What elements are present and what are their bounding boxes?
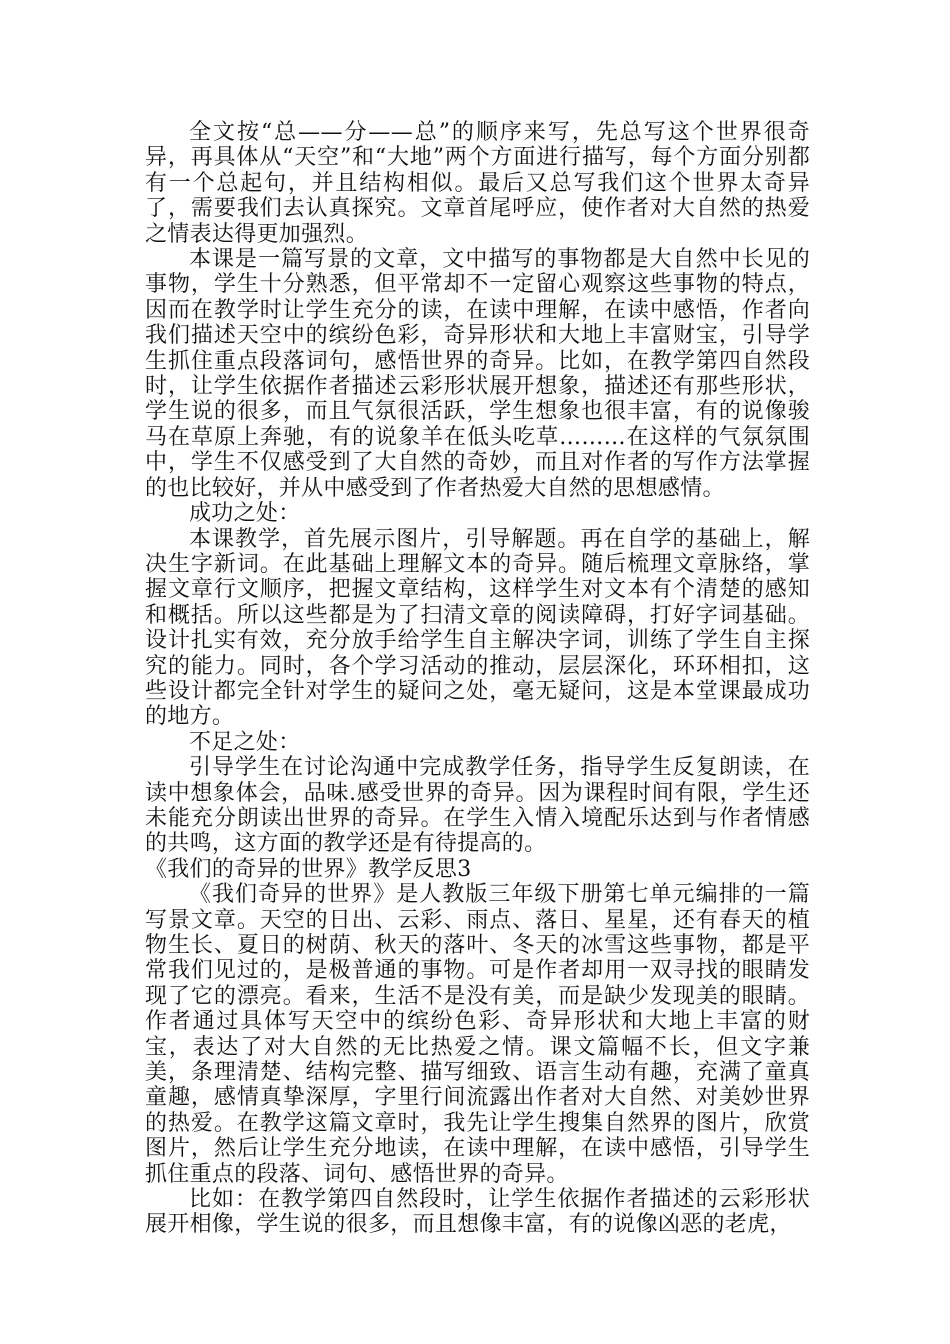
paragraph-lesson-description: 本课是一篇写景的文章，文中描写的事物都是大自然中长见的事物，学生十分熟悉，但平常却不一定留心观察这些事物的特点，因而在教学时让学生充分的读，在读中理解，在读中感悟，作者向我们描述天空中的缤纷色彩，奇异形状和大地上丰富财宝，引导学生抓住重点段落词句，感悟世界的奇异。比如，在教学第四自然段时，让学生依据作者描述云彩形状展开想象，描述还有那些形状，学生说的很多，而且气氛很活跃，学生想象也很丰富，有的说像骏马在草原上奔驰，有的说象羊在低头吃草………在这样的气氛氛围中，学生不仅感受到了大自然的奇妙，而且对作者的写作方法掌握的也比较好，并从中感受到了作者热爱大自然的思想感情。: [145, 247, 810, 501]
paragraph-structure-summary: 全文按“总——分——总”的顺序来写，先总写这个世界很奇异，再具体从“天空”和“大地”两个方面进行描写，每个方面分别都有一个总起句，并且结构相似。最后又总写我们这个世界太奇异了，需要我们去认真探究。文章首尾呼应，使作者对大自然的热爱之情表达得更加强烈。: [145, 120, 810, 247]
section-title-reflection-3: 《我们的奇异的世界》教学反思3: [145, 856, 472, 882]
document-page: [145, 120, 810, 1238]
paragraph-shortcomings: 引导学生在讨论沟通中完成教学任务，指导学生反复朗读，在读中想象体会，品味.感受世界的奇异。因为课程时间有限，学生还未能充分朗读出世界的奇异。在学生入情入境配乐达到与作者情感的共鸣，这方面的教学还是有待提高的。: [145, 755, 810, 857]
paragraph-reflection-3-intro: 《我们奇异的世界》是人教版三年级下册第七单元编排的一篇写景文章。天空的日出、云彩、雨点、落日、星星，还有春天的植物生长、夏日的树荫、秋天的落叶、冬天的冰雪这些事物，都是平常我们见过的，是极普通的事物。可是作者却用一双寻找的眼睛发现了它的漂亮。看来，生活不是没有美，而是缺少发现美的眼睛。作者通过具体写天空中的缤纷色彩、奇异形状和大地上丰富的财宝，表达了对大自然的无比热爱之情。课文篇幅不长，但文字兼美，条理清楚、结构完整、描写细致、语言生动有趣，充满了童真童趣，感情真挚深厚，字里行间流露出作者对大自然、对美妙世界的热爱。在教学这篇文章时，我先让学生搜集自然界的图片，欣赏图片，然后让学生充分地读，在读中理解，在读中感悟，引导学生抓住重点的段落、词句、感悟世界的奇异。: [145, 882, 810, 1187]
paragraph-successes: 本课教学，首先展示图片，引导解题。再在自学的基础上，解决生字新词。在此基础上理解文本的奇异。随后梳理文章脉络，掌握文章行文顺序，把握文章结构，这样学生对文本有个清楚的感知和概括。所以这些都是为了扫清文章的阅读障碍，打好字词基础。设计扎实有效，充分放手给学生自主解决字词，训练了学生自主探究的能力。同时，各个学习活动的推动，层层深化，环环相扣，这些设计都完全针对学生的疑问之处，毫无疑问，这是本堂课最成功的地方。: [145, 526, 810, 730]
heading-successes: 成功之处：: [189, 501, 301, 527]
paragraph-reflection-3-example: 比如：在教学第四自然段时，让学生依据作者描述的云彩形状展开相像，学生说的很多，而且想像丰富，有的说像凶恶的老虎，: [145, 1187, 810, 1238]
heading-shortcomings: 不足之处：: [189, 729, 301, 755]
